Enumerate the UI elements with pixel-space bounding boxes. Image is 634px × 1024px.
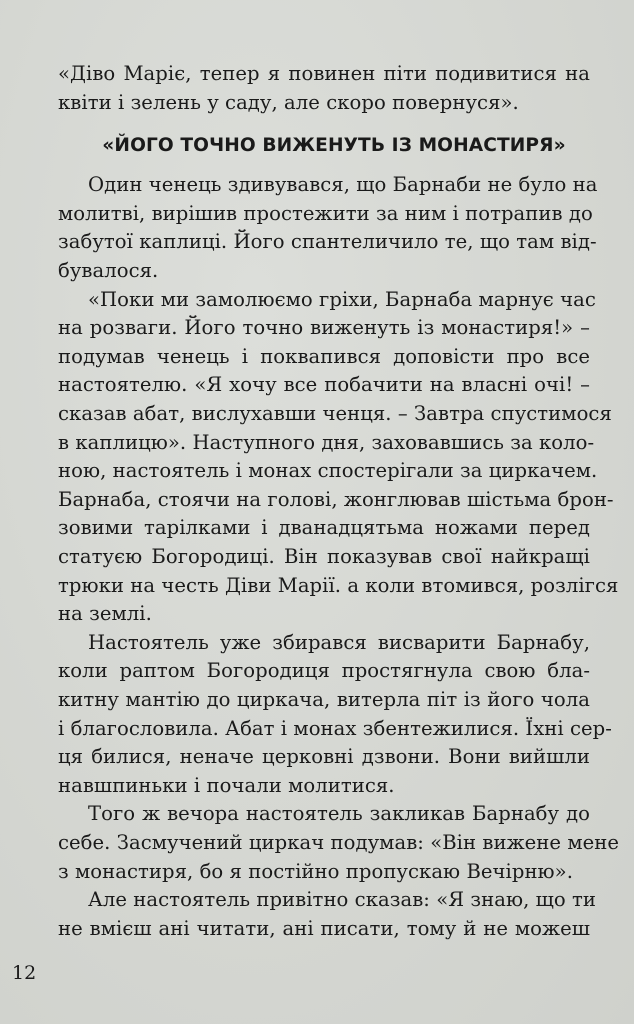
paragraph-line: ця билися, неначе церковні дзвони. Вони вийшли bbox=[58, 745, 590, 769]
paragraph-line: статуєю Богородиці. Він показував свої найкращі bbox=[58, 545, 590, 568]
paragraph-line: забутої каплиці. Його спантеличило те, що там від- bbox=[58, 230, 597, 254]
paragraph-line: бувалося. bbox=[58, 259, 159, 282]
paragraph-line: коли раптом Богородиця простягнула свою бла- bbox=[58, 659, 590, 683]
paragraph-line: ною, настоятель і монах спостерігали за циркачем. bbox=[58, 459, 598, 483]
paragraph-line: сказав абат, вислухавши ченця. – Завтра спустимося bbox=[58, 402, 612, 425]
paragraph-line: на землі. bbox=[58, 602, 152, 626]
book-page-lower bbox=[58, 0, 620, 1024]
intro-line: «Діво Маріє, тепер я повинен піти подивитися на bbox=[58, 62, 590, 85]
paragraph-line: зовими тарілками і дванадцятьма ножами перед bbox=[58, 516, 590, 540]
paragraph-line: китну мантію до циркача, витерла піт із його чола bbox=[58, 688, 590, 711]
paragraph-line: Один ченець здивувався, що Барнаби не було на bbox=[88, 173, 598, 197]
paragraph-line: молитві, вирішив простежити за ним і потрапив до bbox=[58, 201, 593, 225]
paragraph-line: на розваги. Його точно виженуть із монастиря!» – bbox=[58, 316, 590, 340]
paragraph-line: в каплицю». Наступного дня, заховавшись за коло- bbox=[58, 430, 595, 454]
page-number: 12 bbox=[12, 962, 37, 984]
paragraph-line: Але настоятель привітно сказав: «Я знаю, що ти bbox=[88, 888, 597, 912]
intro-line: квіти і зелень у саду, але скоро повернуся». bbox=[58, 90, 519, 114]
paragraph-line: Барнаба, стоячи на голові, жонглював шістьма брон- bbox=[58, 487, 614, 511]
paragraph-line: Того ж вечора настоятель закликав Барнабу до bbox=[88, 802, 590, 826]
paragraph-line: не вмієш ані читати, ані писати, тому й не можеш bbox=[58, 916, 590, 940]
paragraph-line: трюки на честь Діви Марії. а коли втомився, розлігся bbox=[58, 573, 619, 597]
paragraph-line: настоятелю. «Я хочу все побачити на власні очі! – bbox=[58, 373, 590, 397]
section-heading: «ЙОГО ТОЧНО ВИЖЕНУТЬ ІЗ МОНАСТИРЯ» bbox=[102, 135, 566, 157]
paragraph-line: і благословила. Абат і монах збентежилися. Їхні сер- bbox=[58, 716, 612, 740]
paragraph-line: подумав ченець і поквапився доповісти про все bbox=[58, 344, 590, 368]
paragraph-line: «Поки ми замолюємо гріхи, Барнаба марнує час bbox=[88, 287, 596, 311]
paragraph-line: Настоятель уже збирався висварити Барнабу, bbox=[88, 630, 590, 654]
paragraph-line: себе. Засмучений циркач подумав: «Він вижене мене bbox=[58, 831, 620, 854]
paragraph-line: навшпиньки і почали молитися. bbox=[58, 773, 395, 797]
paragraph-line: з монастиря, бо я постійно пропускаю Вечірню». bbox=[58, 859, 573, 883]
